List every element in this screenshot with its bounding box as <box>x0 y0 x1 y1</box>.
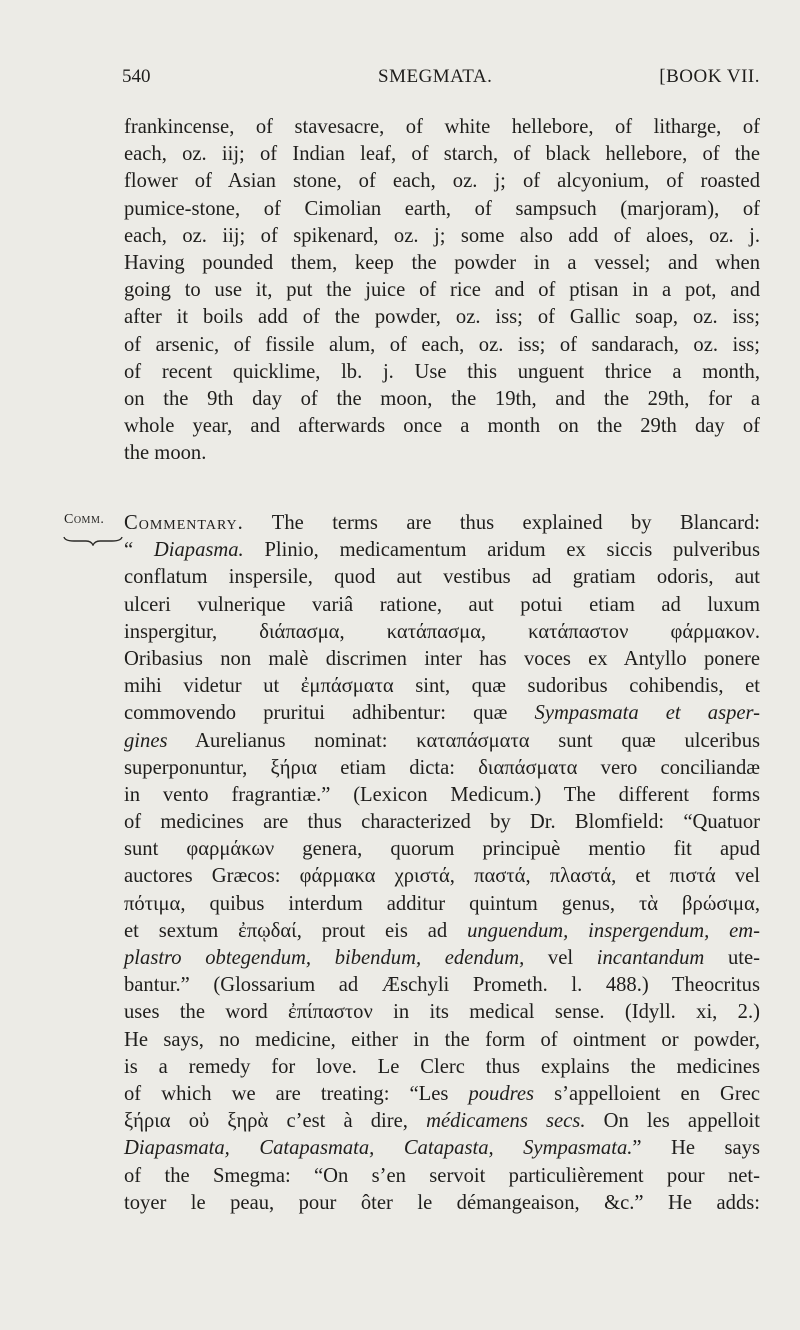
text-line: going to use it, put the juice of rice and of ptisan in a pot, and <box>124 279 760 302</box>
text-line: of medicines are thus characterized by Dr. Blomfield: “Quatuor <box>124 811 760 834</box>
page-number: 540 <box>122 66 151 87</box>
text-line: conflatum inspersile, quod aut vestibus ad gratiam odoris, aut <box>124 566 760 589</box>
text-line: uses the word ἐπίπαστον in its medical sense. (Idyll. xi, 2.) <box>124 1001 760 1024</box>
text-line: frankincense, of stavesacre, of white hellebore, of litharge, of <box>124 116 760 138</box>
recipe-paragraph <box>124 114 760 467</box>
running-header <box>122 66 760 96</box>
text-line: whole year, and afterwards once a month on the 29th day of <box>124 415 760 438</box>
text-line: gines Aurelianus nominat: καταπάσματα sunt quæ ulceribus <box>124 729 761 752</box>
commentary-paragraph <box>124 510 760 1217</box>
margin-brace <box>62 534 124 546</box>
text-line: inspergitur, διάπασμα, κατάπασμα, κατάπαστον φάρμακον. <box>124 620 760 643</box>
text-line: “ Diapasma. Plinio, medicamentum aridum ex siccis pulveribus <box>124 539 760 562</box>
text-line: flower of Asian stone, of each, oz. j; of alcyonium, of roasted <box>124 170 760 193</box>
text-line: pumice-stone, of Cimolian earth, of sampsuch (marjoram), of <box>124 197 760 220</box>
text-line: of recent quicklime, lb. j. Use this unguent thrice a month, <box>124 360 760 383</box>
text-line: commovendo pruritui adhibentur: quæ Sympasmata et asper- <box>124 702 760 725</box>
commentary-heading: Commentary. <box>124 512 244 534</box>
book-label: [BOOK VII. <box>659 66 760 87</box>
text-line: πότιμα, quibus interdum additur quintum genus, τὰ βρώσιμα, <box>124 892 760 915</box>
running-title: SMEGMATA. <box>378 66 493 87</box>
text-line: Commentary. The terms are thus explained by Blancard: <box>124 512 761 534</box>
text-line: on the 9th day of the moon, the 19th, and the 29th, for a <box>124 387 760 410</box>
text-line: et sextum ἐπῳδαί, prout eis ad unguendum, inspergendum, em- <box>124 919 760 942</box>
text-line: is a remedy for love. Le Clerc thus explains the medicines <box>124 1055 760 1078</box>
text-line: each, oz. iij; of Indian leaf, of starch, of black hellebore, of the <box>124 143 760 166</box>
text-line: of arsenic, of fissile alum, of each, oz. iss; of sandarach, oz. iss; <box>124 333 760 356</box>
text-line: Diapasmata, Catapasmata, Catapasta, Sympasmata.” He says <box>124 1137 760 1160</box>
text-line: ξήρια οὐ ξηρὰ c’est à dire, médicamens secs. On les appelloit <box>124 1110 760 1133</box>
text-line: Having pounded them, keep the powder in a vessel; and when <box>124 251 760 274</box>
text-line: of the Smegma: “On s’en servoit particulièrement pour net- <box>124 1164 760 1187</box>
text-line: superponuntur, ξήρια etiam dicta: διαπάσματα vero conciliandæ <box>124 756 760 779</box>
text-line: Oribasius non malè discrimen inter has voces ex Antyllo ponere <box>124 647 760 670</box>
text-line: plastro obtegendum, bibendum, edendum, vel incantandum ute- <box>124 947 761 969</box>
text-line: in vento fragrantiæ.” (Lexicon Medicum.) The different forms <box>124 783 760 806</box>
text-line: He says, no medicine, either in the form of ointment or powder, <box>124 1028 760 1051</box>
text-line: ulceri vulnerique variâ ratione, aut potui etiam ad luxum <box>124 593 760 616</box>
text-line: after it boils add of the powder, oz. iss; of Gallic soap, oz. iss; <box>124 306 760 329</box>
text-line: toyer le peau, pour ôter le démangeaison, &c.” He adds: <box>124 1191 760 1214</box>
text-line: each, oz. iij; of spikenard, oz. j; some also add of aloes, oz. j. <box>124 224 760 247</box>
text-line: sunt φαρμάκων genera, quorum principuè mentio fit apud <box>124 838 760 861</box>
text-line: bantur.” (Glossarium ad Æschyli Prometh. l. 488.) Theocritus <box>124 974 760 997</box>
text-line: mihi videtur ut ἐμπάσματα sint, quæ sudoribus cohibendis, et <box>124 675 760 698</box>
text-line: the moon. <box>124 442 207 465</box>
text-line: of which we are treating: “Les poudres s’appelloient en Grec <box>124 1082 761 1105</box>
text-line: auctores Græcos: φάρμακα χριστά, παστά, πλαστά, et πιστά vel <box>124 865 760 888</box>
margin-note: Comm. <box>64 512 105 527</box>
